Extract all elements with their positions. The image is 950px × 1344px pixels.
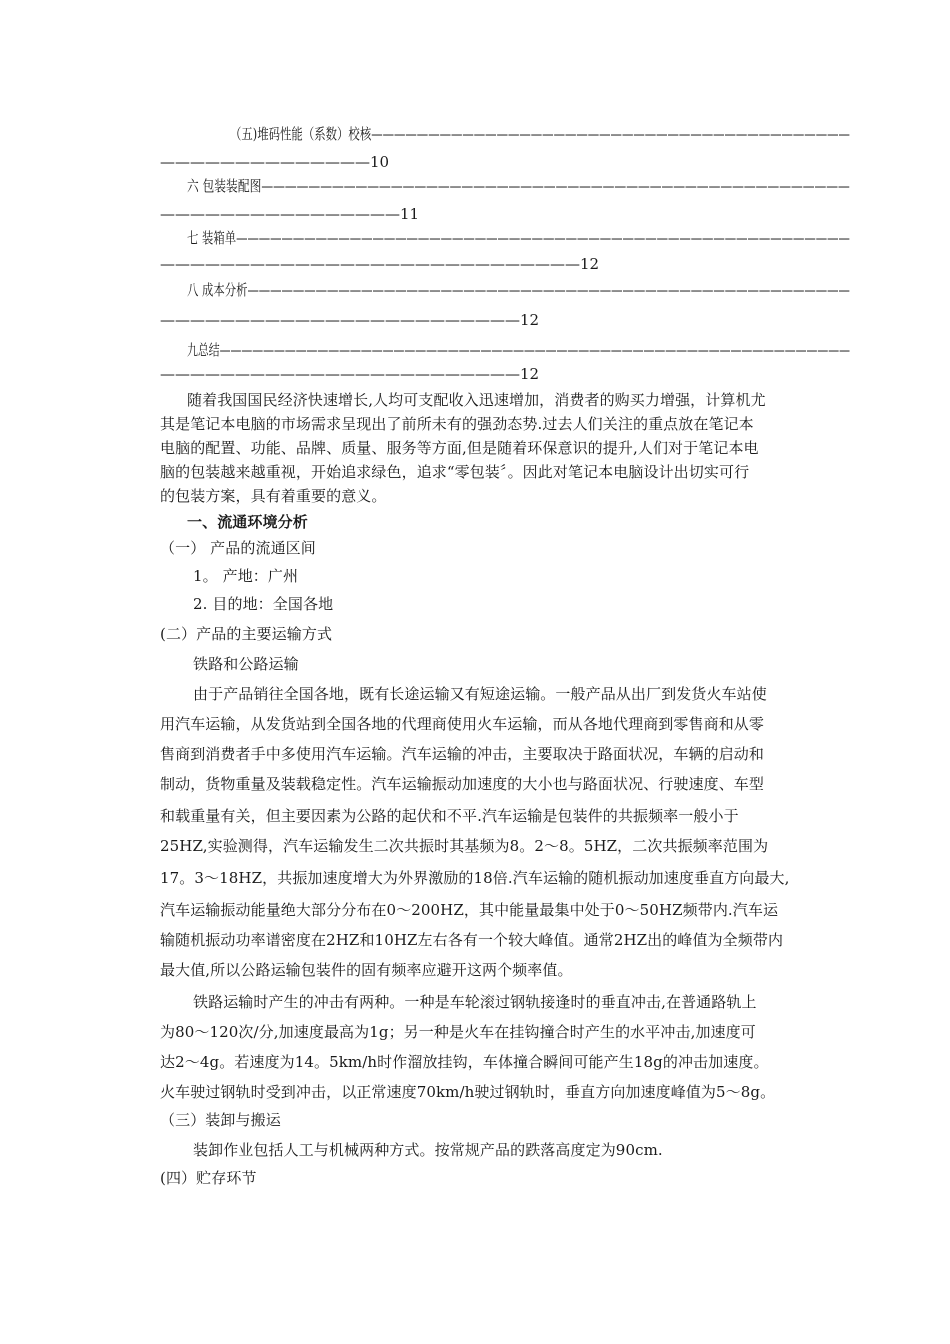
paragraph-line: 最大值,所以公路运输包装件的固有频率应避开这两个频率值。 xyxy=(160,961,573,979)
intro-line: 其是笔记本电脑的市场需求呈现出了前所未有的强劲态势.过去人们关注的重点放在笔记本 xyxy=(160,415,754,433)
paragraph-line: 25HZ,实验测得，汽车运输发生二次共振时其基频为8。2～8。5HZ，二次共振频率范围为 xyxy=(160,837,769,855)
toc-entry-summary-line2: ————————————————————————12 xyxy=(160,365,540,383)
paragraph-line: 输随机振动功率谱密度在2HZ和10HZ左右各有一个较大峰值。通常2HZ出的峰值为全频带内 xyxy=(160,931,784,949)
paragraph-line: 火车驶过钢轨时受到冲击，以正常速度70km/h驶过钢轨时，垂直方向加速度峰值为5～8g。 xyxy=(160,1083,776,1101)
toc-entry-packing-list-line2: ————————————————————————————12 xyxy=(160,255,600,273)
intro-line: 脑的包装越来越重视，开始追求绿色，追求“零包装〞。因此对笔记本电脑设计出切实可行 xyxy=(160,463,750,481)
paragraph-line: 制动，货物重量及装载稳定性。汽车运输振动加速度的大小也与路面状况、行驶速度、车型 xyxy=(160,775,765,793)
intro-line: 随着我国国民经济快速增长,人均可支配收入迅速增加，消费者的购买力增强，计算机尤 xyxy=(187,391,766,409)
paragraph-line: 17。3～18HZ，共振加速度增大为外界激励的18倍.汽车运输的随机振动加速度垂直方向最大, xyxy=(160,869,790,887)
subsection-heading: （三）装卸与搬运 xyxy=(160,1111,281,1129)
paragraph-line: 汽车运输振动能量绝大部分分布在0～200HZ，其中能量最集中处于0～50HZ频带内.汽车运 xyxy=(160,901,779,919)
toc-entry-packing-list-line1: 七 装箱单—————————————————————————————————————————————————————— xyxy=(187,229,850,247)
section-heading: 一、流通环境分析 xyxy=(187,513,308,531)
toc-entry-stacking-line1: （五)堆码性能（系数）校核—————————————————————————————————————————— xyxy=(230,125,850,143)
toc-entry-assembly-line2: ————————————————11 xyxy=(160,205,420,223)
toc-entry-cost-line2: ————————————————————————12 xyxy=(160,311,540,329)
handling-text: 装卸作业包括人工与机械两种方式。按常规产品的跌落高度定为90cm. xyxy=(193,1141,663,1159)
transport-mode: 铁路和公路运输 xyxy=(193,655,299,673)
paragraph-line: 和载重量有关，但主要因素为公路的起伏和不平.汽车运输是包装件的共振频率一般小于 xyxy=(160,807,739,825)
list-item-destination: 2. 目的地：全国各地 xyxy=(193,595,334,613)
paragraph-line: 售商到消费者手中多使用汽车运输。汽车运输的冲击，主要取决于路面状况，车辆的启动和 xyxy=(160,745,765,763)
toc-entry-cost-line1: 八 成本分析————————————————————————————————————————————————————— xyxy=(187,281,850,299)
paragraph-line: 为80～120次/分,加速度最高为1g；另一种是火车在挂钩撞合时产生的水平冲击,加速度可 xyxy=(160,1023,756,1041)
toc-entry-stacking-line2: ——————————————10 xyxy=(160,153,390,171)
paragraph-line: 达2～4g。若速度为14。5km/h时作溜放挂钩，车体撞合瞬间可能产生18g的冲击加速度。 xyxy=(160,1053,769,1071)
subsection-heading: （一） 产品的流通区间 xyxy=(160,539,316,557)
intro-line: 电脑的配置、功能、品牌、质量、服务等方面,但是随着环保意识的提升,人们对于笔记本电 xyxy=(160,439,759,457)
intro-line: 的包装方案，具有着重要的意义。 xyxy=(160,487,387,505)
paragraph-line: 用汽车运输，从发货站到全国各地的代理商使用火车运输，而从各地代理商到零售商和从零 xyxy=(160,715,765,733)
paragraph-line: 由于产品销往全国各地，既有长途运输又有短途运输。一般产品从出厂到发货火车站使 xyxy=(193,685,767,703)
toc-entry-summary-line1: 九总结—————————————————————————————————————————————————————————— xyxy=(187,341,851,359)
list-item-origin: 1。 产地：广州 xyxy=(193,567,299,585)
paragraph-line: 铁路运输时产生的冲击有两种。一种是车轮滚过钢轨接逢时的垂直冲击,在普通路轨上 xyxy=(193,993,757,1011)
subsection-heading: (二）产品的主要运输方式 xyxy=(160,625,333,643)
subsection-heading: (四）贮存环节 xyxy=(160,1169,257,1187)
toc-entry-assembly-line1: 六 包装装配图—————————————————————————————————————————————————— xyxy=(187,177,850,195)
